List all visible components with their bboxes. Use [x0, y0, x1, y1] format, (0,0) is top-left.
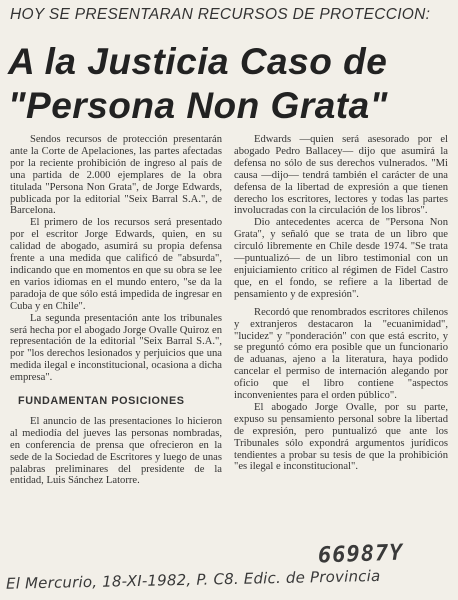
- handwritten-source-note: El Mercurio, 18-XI-1982, P. C8. Edic. de Provincia: [5, 566, 381, 593]
- left-column: [10, 134, 222, 487]
- main-headline: [8, 40, 454, 128]
- headline-line-2: "Persona Non Grata": [8, 85, 388, 126]
- right-paragraph-3: Recordó que renombrados escritores chilenos y extranjeros destacaron la "ecuanimidad", "lucidez" y "ponderación" con que está escrito, y se preguntó cómo era posible que un funcionario de aduanas, ajeno a la literatura, haya podido cancelar el permiso de internación alegando por oficio que el libro contiene "aspectos inconvenientes para el orden público".: [234, 306, 448, 402]
- right-paragraph-1: Edwards —quien será asesorado por el abogado Pedro Ballacey— dijo que asumirá la defensa no sólo de sus derechos vulnerados. "Mi causa —dijo— tendrá también el carácter de una defensa de la libertad de expresión a que tienen derecho los escritores, lectores y todas las partes involucradas con la circulación de los libros".: [234, 134, 448, 217]
- right-column: [234, 134, 448, 473]
- headline-line-1: A la Justicia Caso de: [8, 41, 388, 82]
- left-paragraph-3: La segunda presentación ante los tribunales será hecha por el abogado Jorge Ovalle Quiroz en representación de la editorial "Seix Barral S.A.", por "los derechos lesionados y perjuicios que una medida ilegal e inconstitucional, ocasiona a dicha empresa".: [10, 312, 222, 384]
- section-subhead: FUNDAMENTAN POSICIONES: [18, 395, 185, 408]
- left-paragraph-1: Sendos recursos de protección presentarán ante la Corte de Apelaciones, las partes afectadas por la reciente prohibición de ingreso al país de una partida de 2.000 ejemplares de la obra titulada "Persona Non Grata", de Jorge Edwards, publicada por la editorial "Seix Barral S.A.", de Barcelona.: [10, 134, 222, 217]
- handwritten-archive-number: 66987Y: [317, 540, 404, 569]
- left-paragraph-2: El primero de los recursos será presentado por el escritor Jorge Edwards, quien, en su calidad de abogado, asumirá su propia defensa frente a una medida que calificó de "absurda", indicando que en momentos en que su obra se lee en varios idiomas en el mundo entero, "se da la paradoja de que sólo está impedida de ingresar en Cuba y en Chile".: [10, 217, 222, 312]
- left-paragraph-4: El anuncio de las presentaciones lo hicieron al mediodía del jueves las personas nombradas, en conferencia de prensa que ofrecieron en la sede de la Sociedad de Escritores y luego de unas palabras preliminares del presidente de la entidad, Luis Sánchez Latorre.: [10, 415, 222, 487]
- right-paragraph-4: El abogado Jorge Ovalle, por su parte, expuso su pensamiento personal sobre la libertad de expresión, pero puntualizó que ante los Tribunales sólo expondrá argumentos jurídicos tendientes a probar su tesis de que la prohibición "es ilegal e inconstitucional".: [234, 401, 448, 473]
- right-paragraph-2: Dio antecedentes acerca de "Persona Non Grata", y señaló que se trata de un libro que circuló libremente en Chile desde 1974. "Se trata —puntualizó— de un libro testimonial con un enjuiciamiento crítico al régimen de Fidel Castro que, en el fondo, se refiere a la libertad de pensamiento y de expresión".: [234, 217, 448, 300]
- kicker-headline: HOY SE PRESENTARAN RECURSOS DE PROTECCION:: [10, 6, 431, 23]
